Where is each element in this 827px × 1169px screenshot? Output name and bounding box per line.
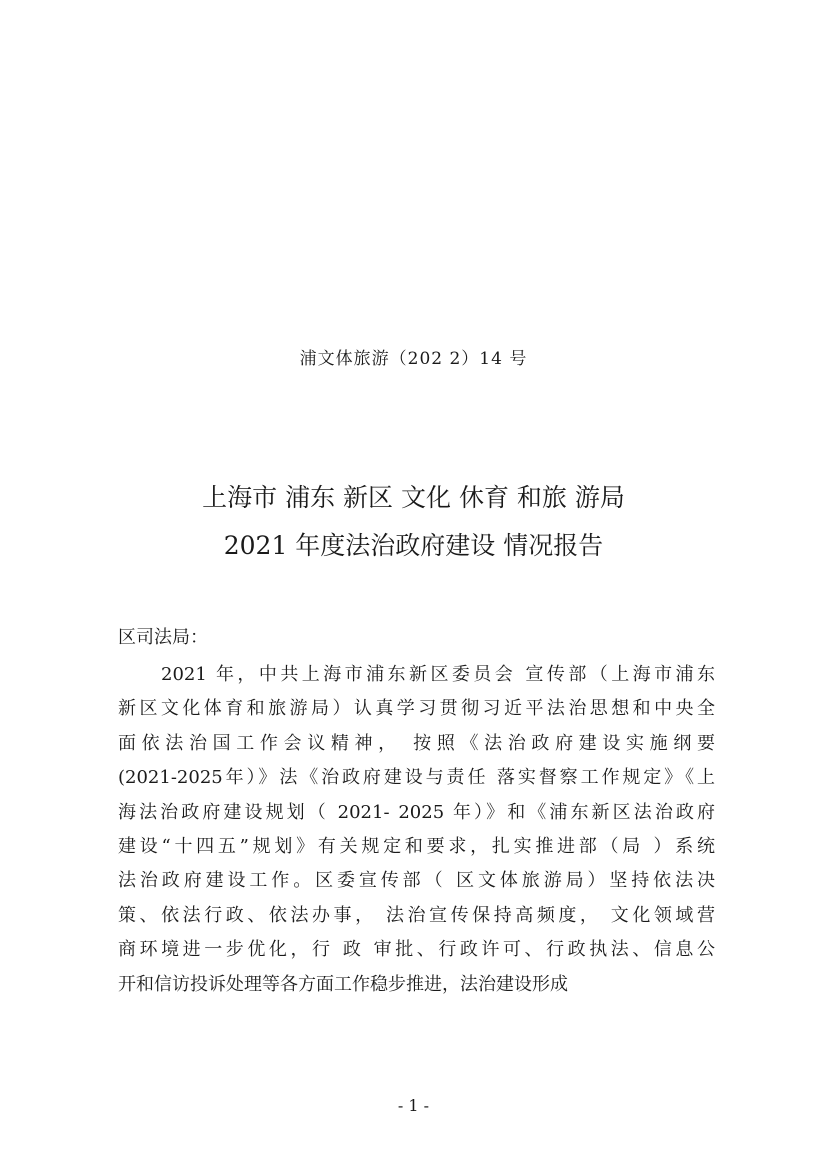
page-number: - 1 - — [397, 1096, 430, 1115]
body-line: 策、依法行政、依法办事， 法治宣传保持高频度， 文化领域营 — [118, 904, 715, 926]
body-line: 新区文化体育和旅游局）认真学习贯彻习近平法治思想和中央全 — [118, 698, 715, 720]
title-line-2: 2021 年度法治政府建设 情况报告 — [223, 531, 604, 560]
title-line-1: 上海市 浦东 新区 文化 休育 和旅 游局 — [202, 483, 625, 512]
body-line: 法治政府建设工作。区委宣传部（ 区文体旅游局）坚持依法决 — [118, 870, 715, 892]
body-line: (2021-2025年）》法《治政府建设与责任 落实督察工作规定》《上 — [118, 767, 715, 789]
body-paragraph — [118, 658, 715, 1002]
document-title — [0, 474, 827, 570]
body-line: 2021 年，中共上海市浦东新区委员会 宣传部（上海市浦东 — [161, 664, 715, 685]
body-line: 开和信访投诉处理等各方面工作稳步推进，法治建设形成 — [118, 973, 568, 995]
body-line: 商环境进一步优化，行 政 审批、行政许可、行政执法、信息公 — [118, 939, 715, 961]
body-line: 建设“十四五”规划》有关规定和要求，扎实推进部（局 ）系统 — [118, 835, 715, 857]
document-number: 浦文体旅游（202 2）14 号 — [299, 349, 528, 369]
salutation: 区司法局： — [118, 627, 208, 648]
body-line: 面依法治国工作会议精神， 按照《法治政府建设实施纲要 — [118, 732, 715, 754]
body-line: 海法治政府建设规划（ 2021- 2025 年）》和《浦东新区法治政府 — [118, 801, 715, 823]
